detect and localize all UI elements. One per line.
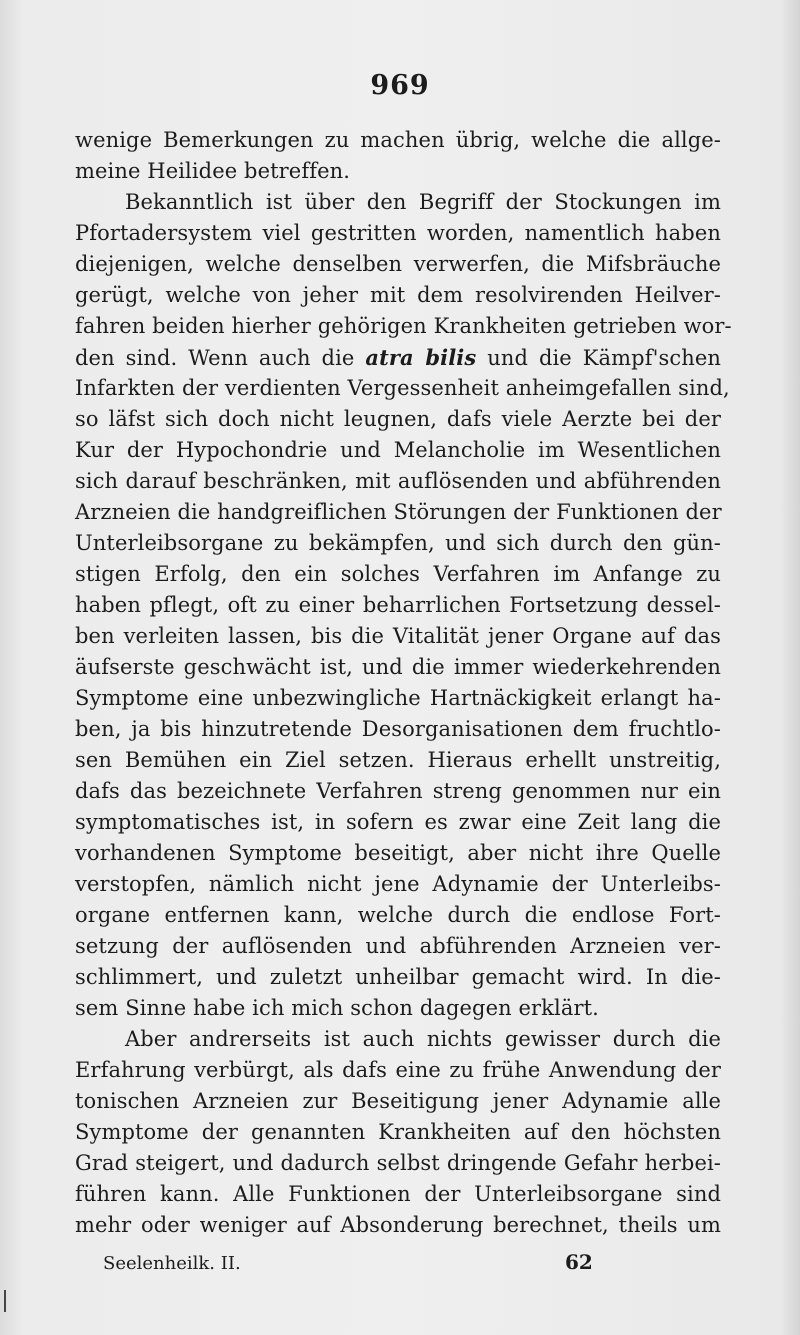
- body-text: [75, 125, 732, 1241]
- text-line: haben pflegt, oft zu einer beharrlichen Fortsetzung dessel-: [75, 593, 721, 617]
- text-line: [75, 342, 721, 373]
- text-line: Infarkten der verdienten Vergessenheit anheimgefallen sind,: [75, 376, 730, 400]
- text-line: diejenigen, welche denselben verwerfen, die Mifsbräuche: [75, 252, 721, 276]
- text-line: sem Sinne habe ich mich schon dagegen erklärt.: [75, 996, 599, 1020]
- text-line-segment: und die Kämpf'schen: [476, 346, 721, 370]
- printer-signature: Seelenheilk. II.: [103, 1253, 241, 1274]
- text-line: Erfahrung verbürgt, als dafs eine zu frühe Anwendung der: [75, 1058, 721, 1082]
- text-line: tonischen Arzneien zur Beseitigung jener Adynamie alle: [75, 1089, 721, 1113]
- text-line: mehr oder weniger auf Absonderung berechnet, theils um: [75, 1213, 721, 1237]
- page-number: 969: [370, 70, 430, 101]
- text-line: Bekanntlich ist über den Begriff der Stockungen im: [125, 190, 721, 214]
- text-line: gerügt, welche von jeher mit dem resolvirenden Heilver-: [75, 283, 721, 307]
- text-line: schlimmert, und zuletzt unheilbar gemacht wird. In die-: [75, 965, 721, 989]
- text-line: Unterleibsorgane zu bekämpfen, und sich durch den gün-: [75, 531, 721, 555]
- text-line: so läfst sich doch nicht leugnen, dafs viele Aerzte bei der: [75, 407, 721, 431]
- text-line: Arzneien die handgreiflichen Störungen der Funktionen der: [75, 500, 722, 524]
- text-line-segment: den sind. Wenn auch die: [75, 346, 355, 370]
- text-line: setzung der auflösenden und abführenden Arzneien ver-: [75, 934, 721, 958]
- text-line: ben verleiten lassen, bis die Vitalität jener Organe auf das: [75, 624, 721, 648]
- margin-mark: [4, 1290, 6, 1312]
- text-line: vorhandenen Symptome beseitigt, aber nicht ihre Quelle: [75, 841, 721, 865]
- text-line: Symptome eine unbezwingliche Hartnäckigkeit erlangt ha-: [75, 686, 721, 710]
- sheet-number: 62: [565, 1250, 593, 1274]
- text-line: fahren beiden hierher gehörigen Krankheiten getrieben wor-: [75, 314, 732, 338]
- text-line: meine Heilidee betreffen.: [75, 159, 350, 183]
- text-line: sich darauf beschränken, mit auflösenden und abführenden: [75, 469, 721, 493]
- text-line: wenige Bemerkungen zu machen übrig, welche die allge-: [75, 128, 721, 152]
- text-line: stigen Erfolg, den ein solches Verfahren im Anfange zu: [75, 562, 721, 586]
- text-line: sen Bemühen ein Ziel setzen. Hieraus erhellt unstreitig,: [75, 748, 721, 772]
- text-line: dafs das bezeichnete Verfahren streng genommen nur ein: [75, 779, 721, 803]
- text-line: Kur der Hypochondrie und Melancholie im Wesentlichen: [75, 438, 721, 462]
- text-line: Aber andrerseits ist auch nichts gewisser durch die: [125, 1027, 721, 1051]
- text-line: führen kann. Alle Funktionen der Unterleibsorgane sind: [75, 1182, 721, 1206]
- text-line: symptomatisches ist, in sofern es zwar eine Zeit lang die: [75, 810, 721, 834]
- text-line: ben, ja bis hinzutretende Desorganisationen dem fruchtlo-: [75, 717, 721, 741]
- text-line: verstopfen, nämlich nicht jene Adynamie der Unterleibs-: [75, 872, 721, 896]
- text-line: Pfortadersystem viel gestritten worden, namentlich haben: [75, 221, 721, 245]
- text-line: äufserste geschwächt ist, und die immer wiederkehrenden: [75, 655, 721, 679]
- text-line: Symptome der genannten Krankheiten auf den höchsten: [75, 1120, 721, 1144]
- text-line: Grad steigert, und dadurch selbst dringende Gefahr herbei-: [75, 1151, 721, 1175]
- text-line: organe entfernen kann, welche durch die endlose Fort-: [75, 903, 721, 927]
- emphasis: atra bilis: [365, 345, 477, 370]
